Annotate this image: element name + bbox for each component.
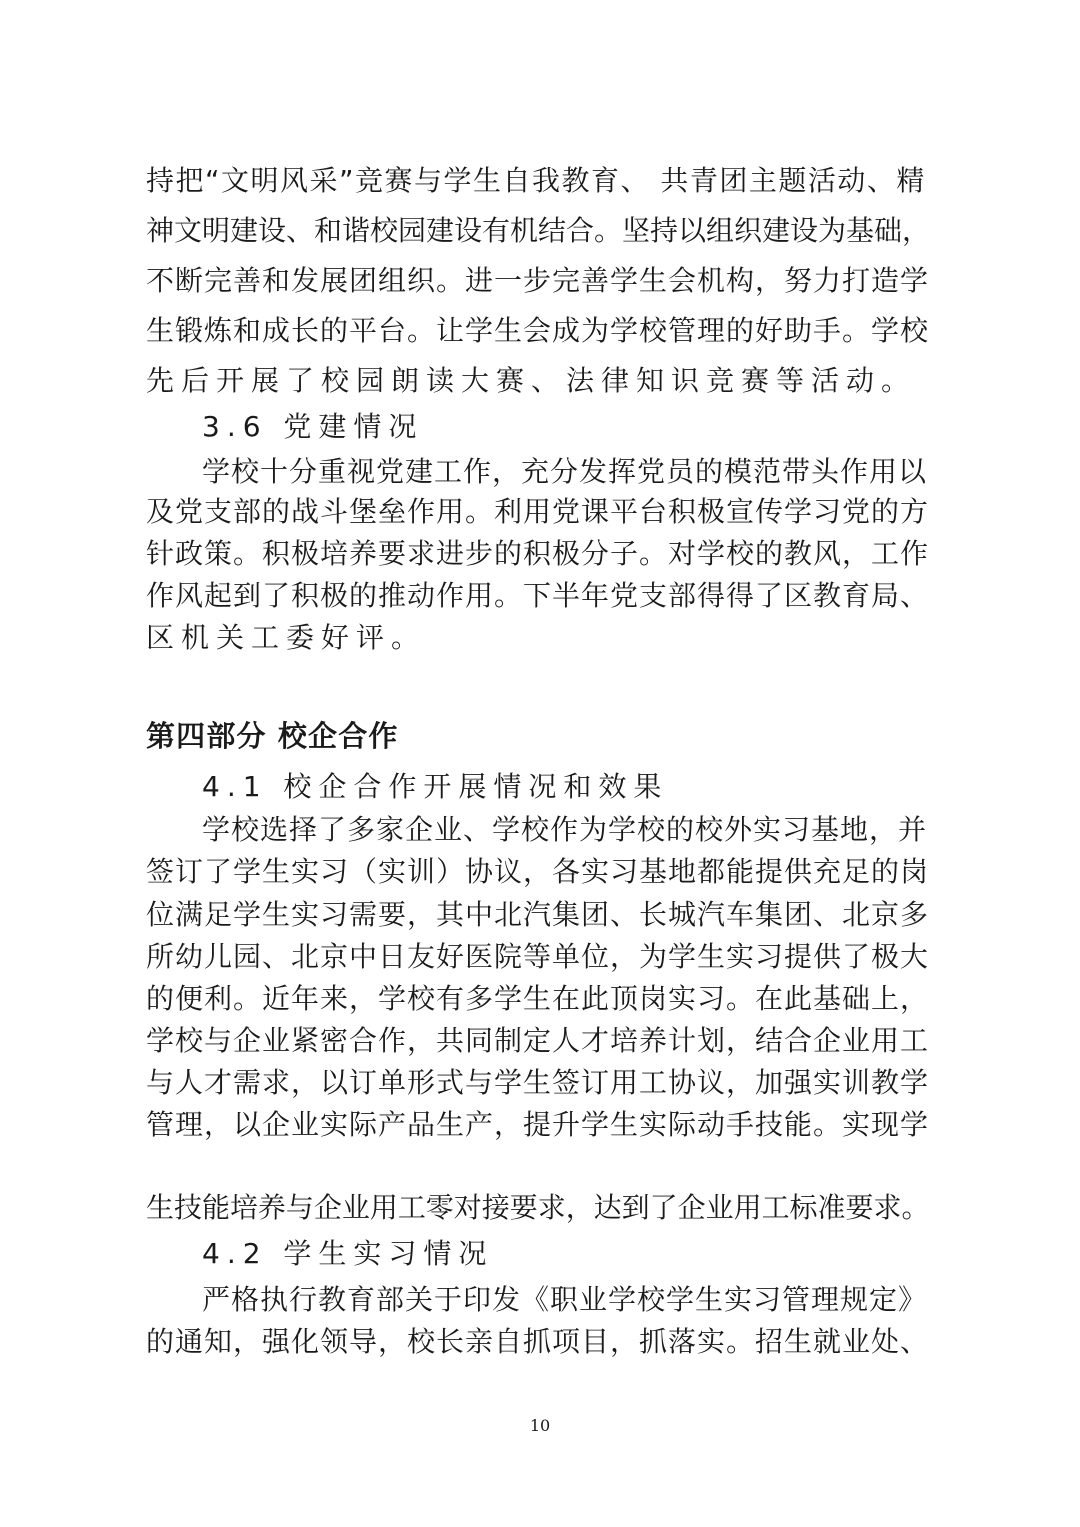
body-line: 针政策。积极培养要求进步的积极分子。对学校的教风，工作	[146, 537, 930, 570]
body-line: 与人才需求，以订单形式与学生签订用工协议，加强实训教学	[146, 1066, 930, 1099]
part-heading: 第四部分 校企合作	[146, 719, 399, 753]
section-title-4-2: 4.2 学生实习情况	[202, 1237, 494, 1270]
body-line: 及党支部的战斗堡垒作用。利用党课平台积极宣传学习党的方	[146, 495, 930, 528]
body-line: 持把“文明风采”竞赛与学生自我教育、 共青团主题活动、精	[146, 164, 926, 197]
body-line: 位满足学生实习需要，其中北汽集团、长城汽车集团、北京多	[146, 898, 930, 931]
body-line: 的便利。近年来，学校有多学生在此顶岗实习。在此基础上，	[146, 982, 930, 1015]
body-line: 生技能培养与企业用工零对接要求，达到了企业用工标准要求。	[146, 1191, 930, 1224]
body-line: 先后开展了校园朗读大赛、法律知识竞赛等活动。	[146, 364, 917, 397]
section-title-3-6: 3.6 党建情况	[202, 410, 424, 443]
body-line: 生锻炼和成长的平台。让学生会成为学校管理的好助手。学校	[146, 314, 930, 347]
body-line: 区机关工委好评。	[146, 621, 427, 654]
body-line: 作风起到了积极的推动作用。下半年党支部得得了区教育局、	[146, 579, 930, 612]
body-line: 神文明建设、和谐校园建设有机结合。坚持以组织建设为基础，	[146, 214, 931, 247]
body-line: 签订了学生实习（实训）协议，各实习基地都能提供充足的岗	[146, 855, 930, 888]
body-line: 的通知，强化领导，校长亲自抓项目，抓落实。招生就业处、	[146, 1325, 930, 1358]
page-number: 10	[529, 1416, 551, 1435]
section-title-4-1: 4.1 校企合作开展情况和效果	[202, 770, 669, 803]
body-line: 学校选择了多家企业、学校作为学校的校外实习基地，并	[202, 813, 928, 846]
body-line: 严格执行教育部关于印发《职业学校学生实习管理规定》	[202, 1283, 928, 1316]
body-line: 学校十分重视党建工作，充分发挥党员的模范带头作用以	[202, 455, 928, 488]
body-line: 学校与企业紧密合作，共同制定人才培养计划，结合企业用工	[146, 1024, 930, 1057]
body-line: 管理，以企业实际产品生产，提升学生实际动手技能。实现学	[146, 1108, 930, 1141]
body-line: 不断完善和发展团组织。进一步完善学生会机构，努力打造学	[146, 264, 930, 297]
body-line: 所幼儿园、北京中日友好医院等单位，为学生实习提供了极大	[146, 940, 930, 973]
